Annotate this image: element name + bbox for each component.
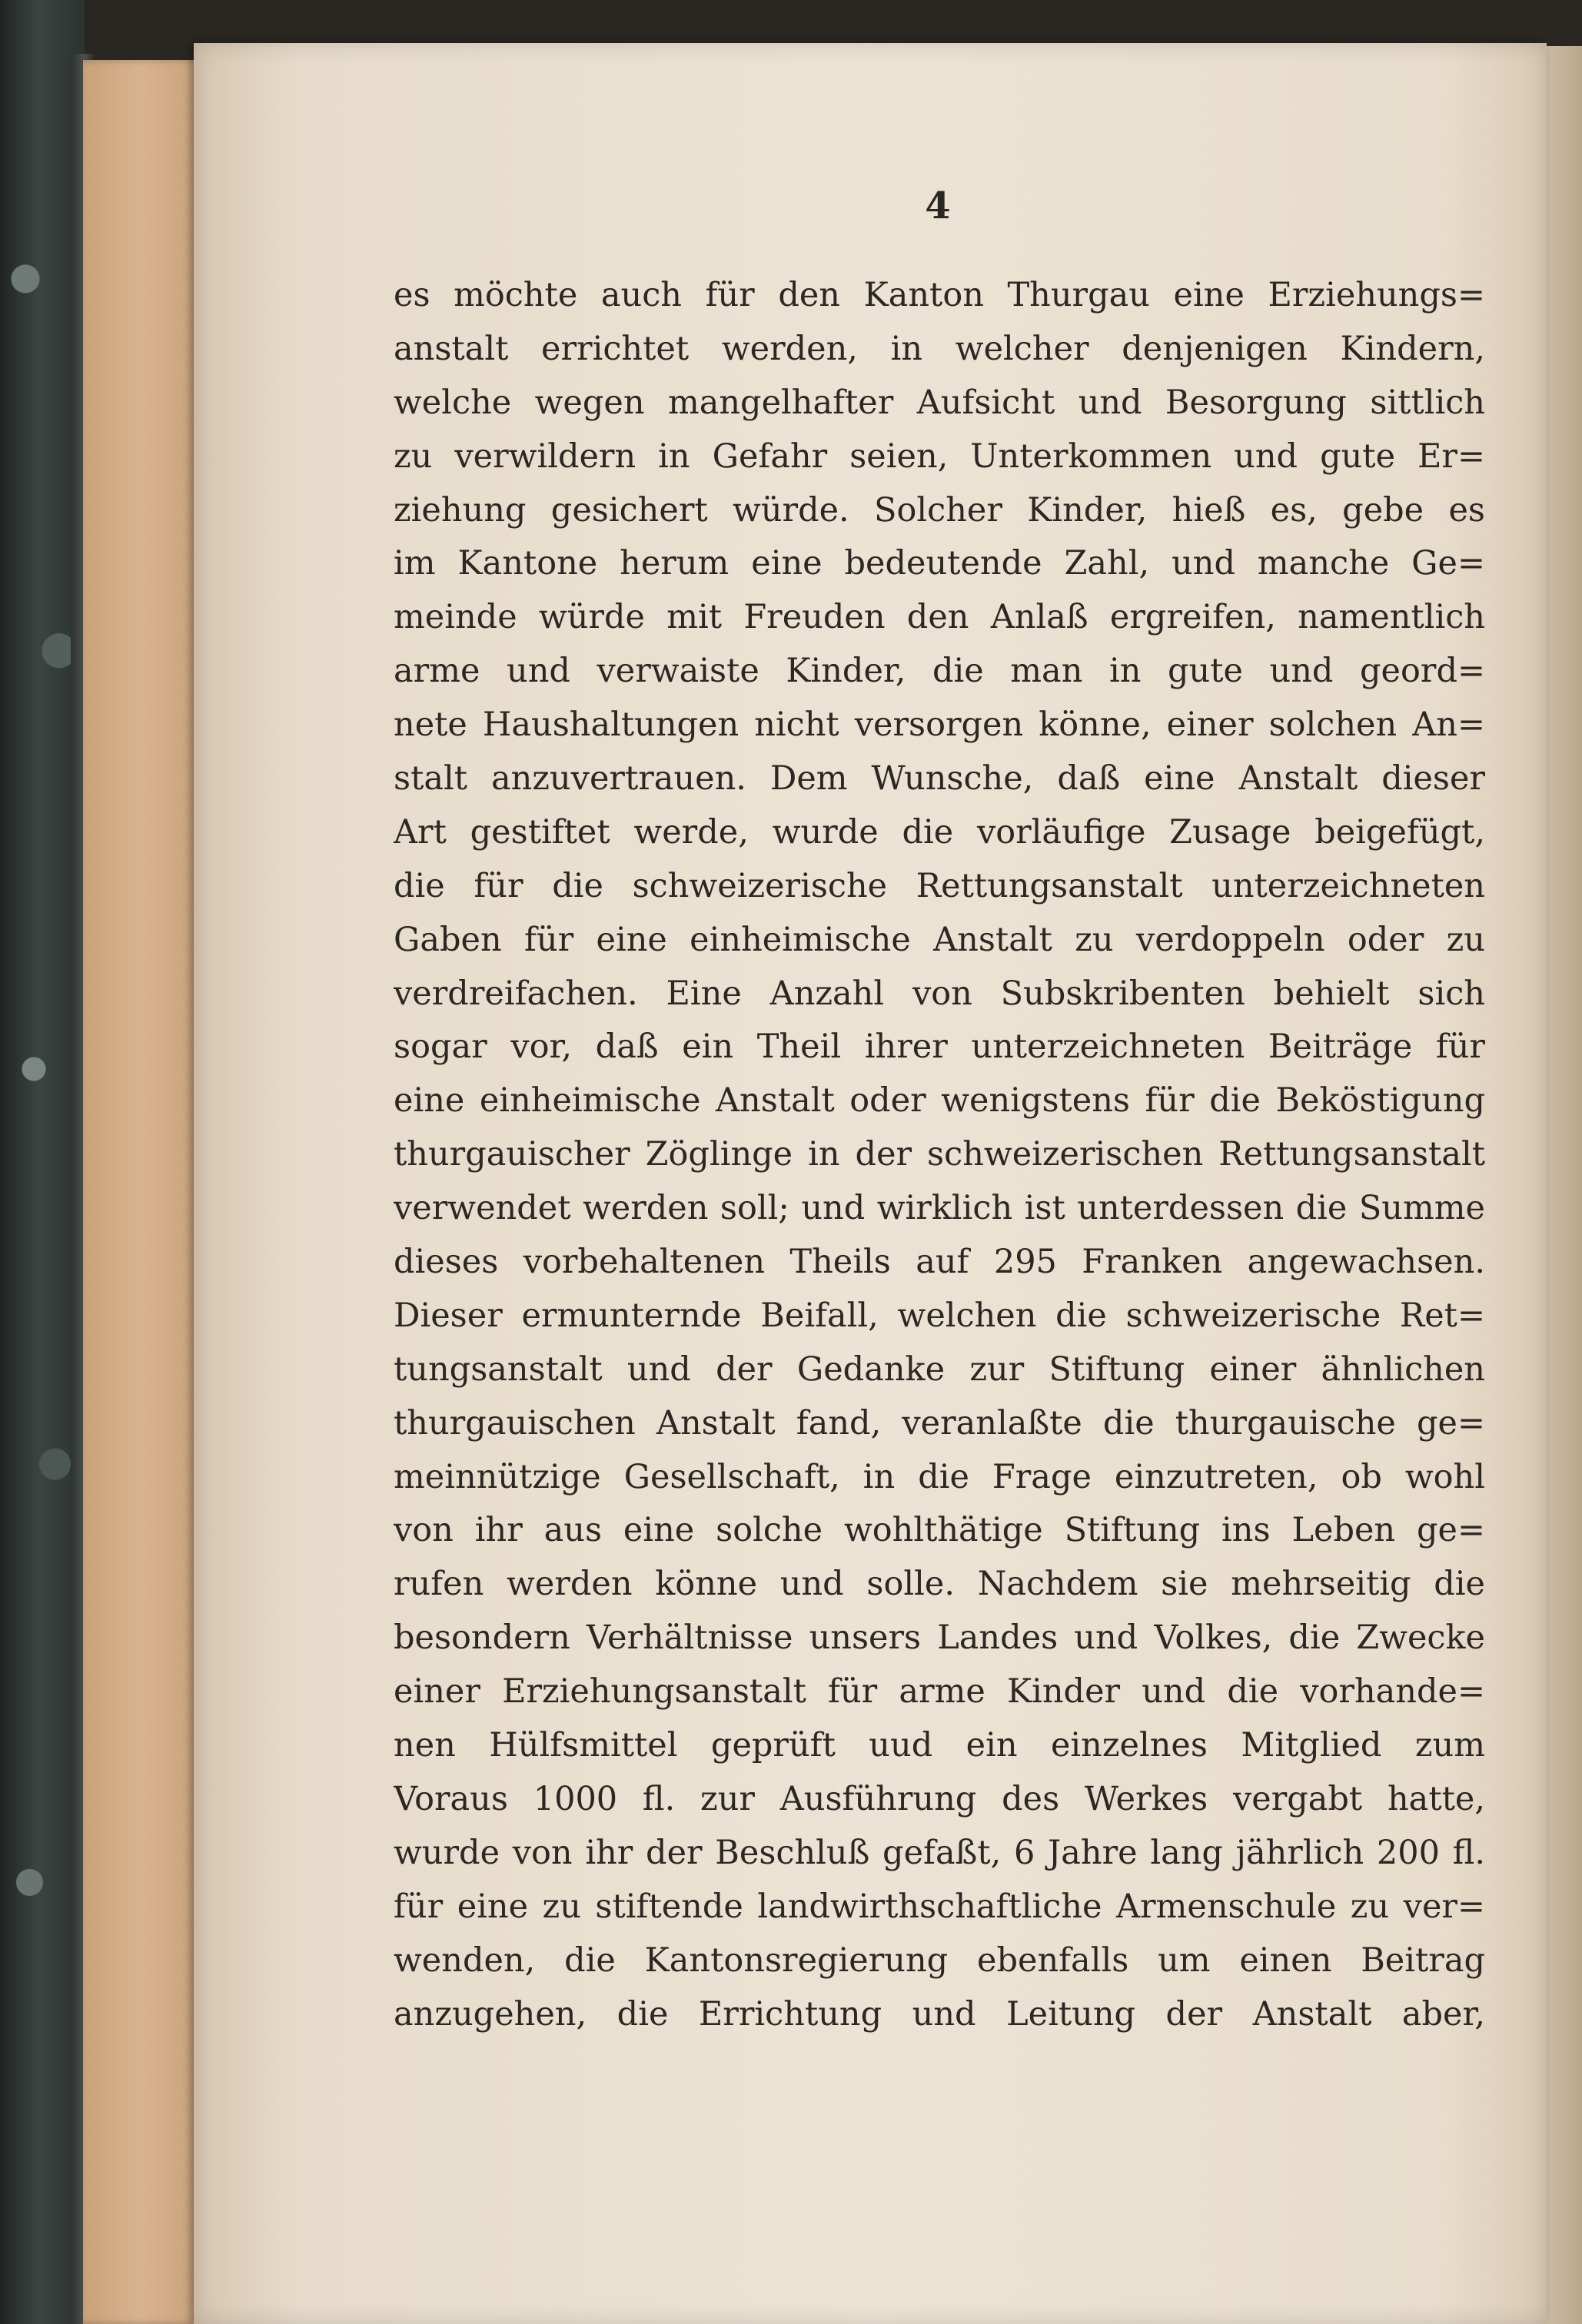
text-line: Voraus 1000 fl. zur Ausführung des Werkes vergabt hatte, xyxy=(394,1779,1485,1818)
text-line: für eine zu stiftende landwirthschaftliche Armenschule zu ver= xyxy=(394,1887,1485,1926)
text-line: verwendet werden soll; und wirklich ist unterdessen die Summe xyxy=(394,1189,1485,1228)
text-line: nen Hülfsmittel geprüft uud ein einzelnes Mitglied zum xyxy=(394,1726,1485,1765)
text-line: wenden, die Kantonsregierung ebenfalls um einen Beitrag xyxy=(394,1941,1485,1980)
body-text xyxy=(394,269,1485,2041)
text-line: welche wegen mangelhafter Aufsicht und Besorgung sittlich xyxy=(394,383,1485,422)
text-line: Art gestiftet werde, wurde die vorläufige Zusage beigefügt, xyxy=(394,812,1485,852)
text-line: dieses vorbehaltenen Theils auf 295 Franken angewachsen. xyxy=(394,1243,1485,1282)
text-line: eine einheimische Anstalt oder wenigstens für die Beköstigung xyxy=(394,1081,1485,1120)
text-line: stalt anzuvertrauen. Dem Wunsche, daß eine Anstalt dieser xyxy=(394,759,1485,798)
text-line: anzugehen, die Errichtung und Leitung der Anstalt aber, xyxy=(394,1994,1485,2034)
text-line: Dieser ermunternde Beifall, welchen die schweizerische Ret= xyxy=(394,1296,1485,1335)
text-line: tungsanstalt und der Gedanke zur Stiftung einer ähnlichen xyxy=(394,1350,1485,1389)
text-line: thurgauischen Anstalt fand, veranlaßte die thurgauische ge= xyxy=(394,1403,1485,1443)
text-line: die für die schweizerische Rettungsanstalt unterzeichneten xyxy=(394,866,1485,905)
text-line: wurde von ihr der Beschluß gefaßt, 6 Jahre lang jährlich 200 fl. xyxy=(394,1833,1485,1872)
page-number: 4 xyxy=(925,184,951,227)
text-line: Gaben für eine einheimische Anstalt zu verdoppeln oder zu xyxy=(394,920,1485,959)
text-line: es möchte auch für den Kanton Thurgau eine Erziehungs= xyxy=(394,276,1485,314)
text-line: meinde würde mit Freuden den Anlaß ergreifen, namentlich xyxy=(394,598,1485,637)
text-line: meinnützige Gesellschaft, in die Frage einzutreten, ob wohl xyxy=(394,1457,1485,1496)
text-line: nete Haushaltungen nicht versorgen könne, einer solchen An= xyxy=(394,706,1485,745)
text-line: verdreifachen. Eine Anzahl von Subskribenten behielt sich xyxy=(394,974,1485,1013)
text-line: von ihr aus eine solche wohlthätige Stiftung ins Leben ge= xyxy=(394,1511,1485,1550)
text-line: zu verwildern in Gefahr seien, Unterkommen und gute Er= xyxy=(394,437,1485,476)
text-line: im Kantone herum eine bedeutende Zahl, und manche Ge= xyxy=(394,544,1485,583)
text-line: anstalt errichtet werden, in welcher denjenigen Kindern, xyxy=(394,329,1485,368)
text-line: sogar vor, daß ein Theil ihrer unterzeichneten Beiträge für xyxy=(394,1028,1485,1067)
text-line: besondern Verhältnisse unsers Landes und Volkes, die Zwecke xyxy=(394,1618,1485,1658)
text-line: ziehung gesichert würde. Solcher Kinder, hieß es, gebe es xyxy=(394,490,1485,530)
text-line: rufen werden könne und solle. Nachdem sie mehrseitig die xyxy=(394,1565,1485,1604)
text-line: thurgauischer Zöglinge in der schweizerischen Rettungsanstalt xyxy=(394,1135,1485,1174)
text-line: arme und verwaiste Kinder, die man in gute und geord= xyxy=(394,652,1485,691)
text-line: einer Erziehungsanstalt für arme Kinder und die vorhande= xyxy=(394,1672,1485,1711)
next-page-edge xyxy=(1547,46,1582,2324)
